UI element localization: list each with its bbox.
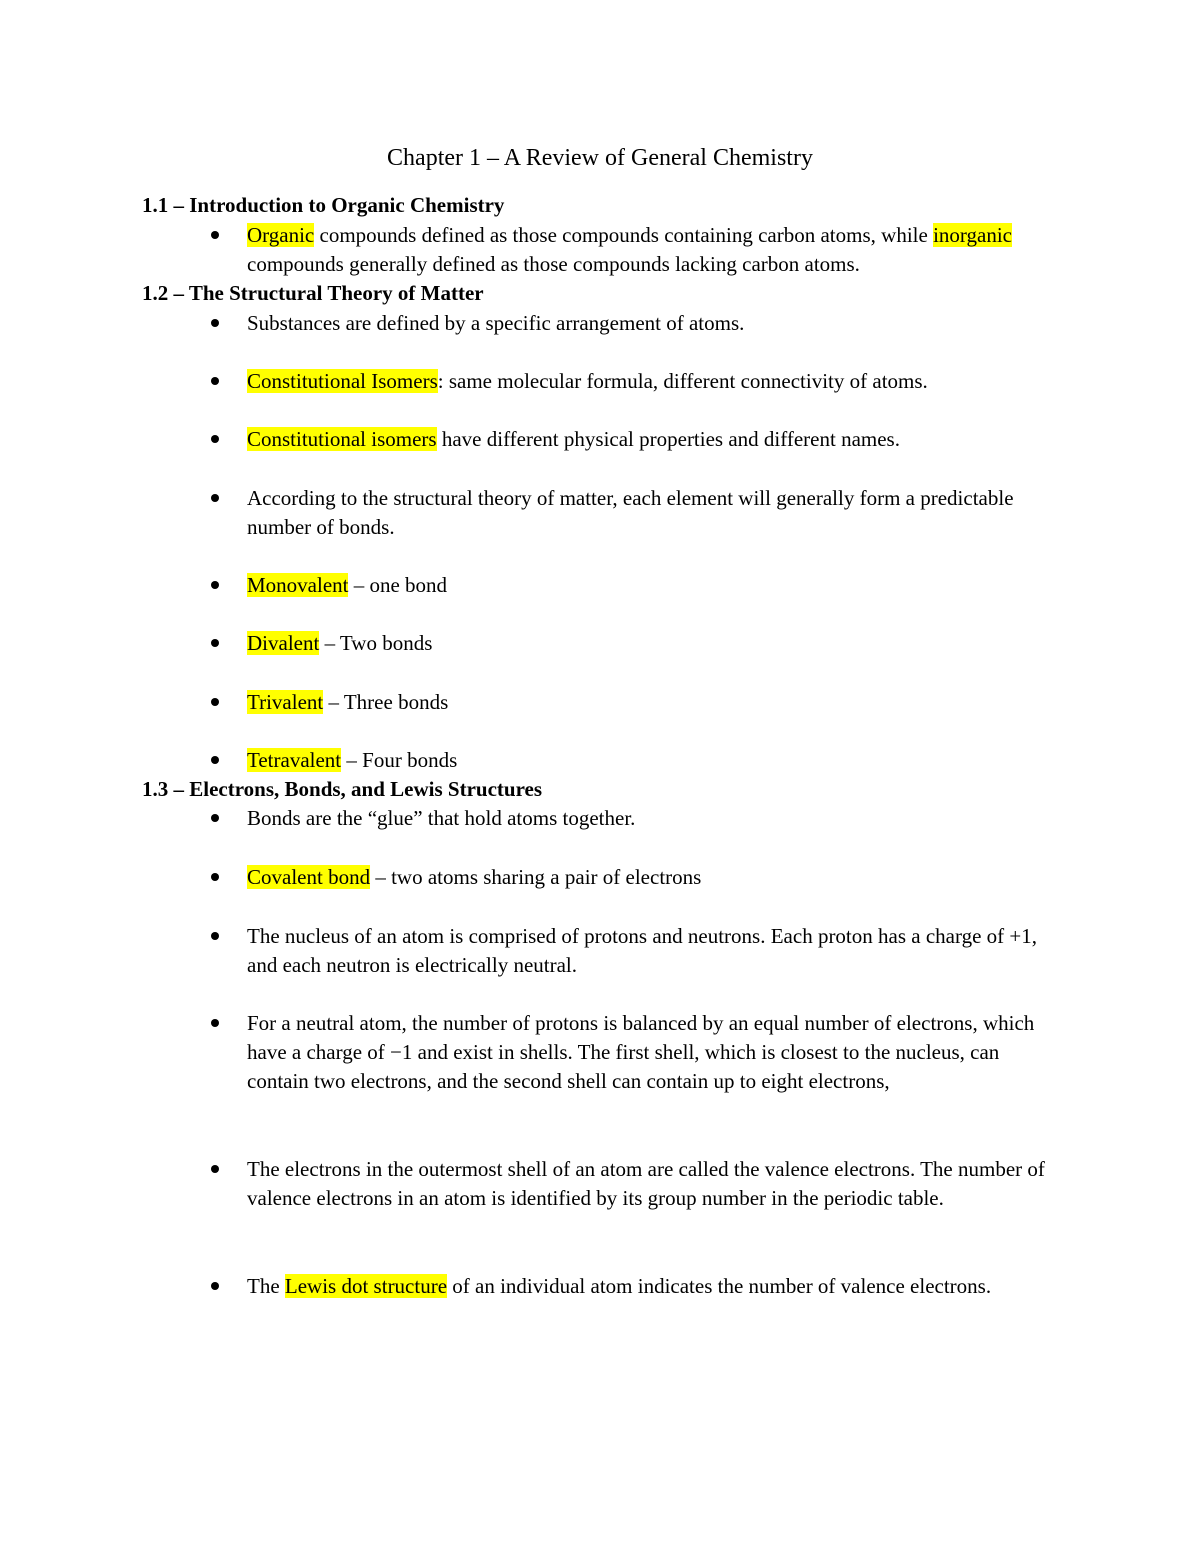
list-item [211,746,1061,775]
item-text: of an individual atom indicates the number of valence electrons. [447,1274,992,1298]
bullet-icon [211,581,219,589]
item-text: The [247,1274,285,1298]
section-heading-1-1: 1.1 – Introduction to Organic Chemistry [142,193,505,217]
list-item [211,367,1061,396]
highlighted-term: Lewis dot structure [284,1274,448,1298]
bullet-icon [211,1019,219,1027]
highlighted-term: Tetravalent [247,748,342,772]
highlighted-term: Organic [247,223,315,247]
bullet-icon [211,435,219,443]
bullet-icon [211,873,219,881]
list-item [211,425,1061,454]
highlighted-term: Constitutional isomers [247,427,437,451]
list-item [211,688,1061,717]
list-item [211,484,1061,542]
item-text: Bonds are the “glue” that hold atoms together. [247,806,636,830]
item-text: According to the structural theory of matter, each element will generally form a predictable number of bonds. [247,486,1014,539]
bullet-icon [211,1282,219,1290]
bullet-icon [211,698,219,706]
list-item [211,629,1061,658]
item-text: For a neutral atom, the number of protons is balanced by an equal number of electrons, which have a charge of −1 and exist in shells. The first shell, which is closest to the nucleus, can contain two electrons, and the second shell can contain up to eight electrons, [247,1011,1035,1093]
section-heading-1-3: 1.3 – Electrons, Bonds, and Lewis Structures [142,777,543,801]
item-text: compounds defined as those compounds containing carbon atoms, while [314,223,934,247]
list-item [211,1009,1061,1096]
item-text: – Four bonds [341,748,458,772]
item-text: compounds generally defined as those compounds lacking carbon atoms. [247,252,860,276]
item-text: The nucleus of an atom is comprised of protons and neutrons. Each proton has a charge of +1, and each neutron is electrically neutral. [247,924,1037,977]
bullet-icon [211,639,219,647]
item-text: Substances are defined by a specific arrangement of atoms. [247,311,745,335]
page-title: Chapter 1 – A Review of General Chemistry [387,145,813,171]
item-text: – Three bonds [323,690,449,714]
bullet-icon [211,231,219,239]
list-item [211,863,1061,892]
list-item [211,922,1061,980]
highlighted-term: Covalent bond [247,865,371,889]
bullet-icon [211,1165,219,1173]
item-text: : same molecular formula, different connectivity of atoms. [437,369,928,393]
item-text: have different physical properties and different names. [436,427,900,451]
highlighted-term: Constitutional Isomers [247,369,438,393]
bullet-icon [211,319,219,327]
highlighted-term: inorganic [933,223,1012,247]
bullet-icon [211,494,219,502]
list-item [211,1155,1061,1213]
item-text: – one bond [348,573,448,597]
bullet-icon [211,932,219,940]
list-item [211,221,1061,279]
section-heading-1-2: 1.2 – The Structural Theory of Matter [142,281,484,305]
highlighted-term: Monovalent [247,573,349,597]
list-item [211,1272,1061,1301]
bullet-icon [211,377,219,385]
item-text: – Two bonds [319,631,433,655]
highlighted-term: Divalent [247,631,320,655]
item-text: The electrons in the outermost shell of an atom are called the valence electrons. The number of valence electrons in an atom is identified by its group number in the periodic table. [247,1157,1045,1210]
item-text: – two atoms sharing a pair of electrons [370,865,702,889]
list-item [211,571,1061,600]
bullet-icon [211,814,219,822]
list-item [211,309,1061,338]
bullet-icon [211,756,219,764]
highlighted-term: Trivalent [247,690,324,714]
list-item [211,804,1061,833]
